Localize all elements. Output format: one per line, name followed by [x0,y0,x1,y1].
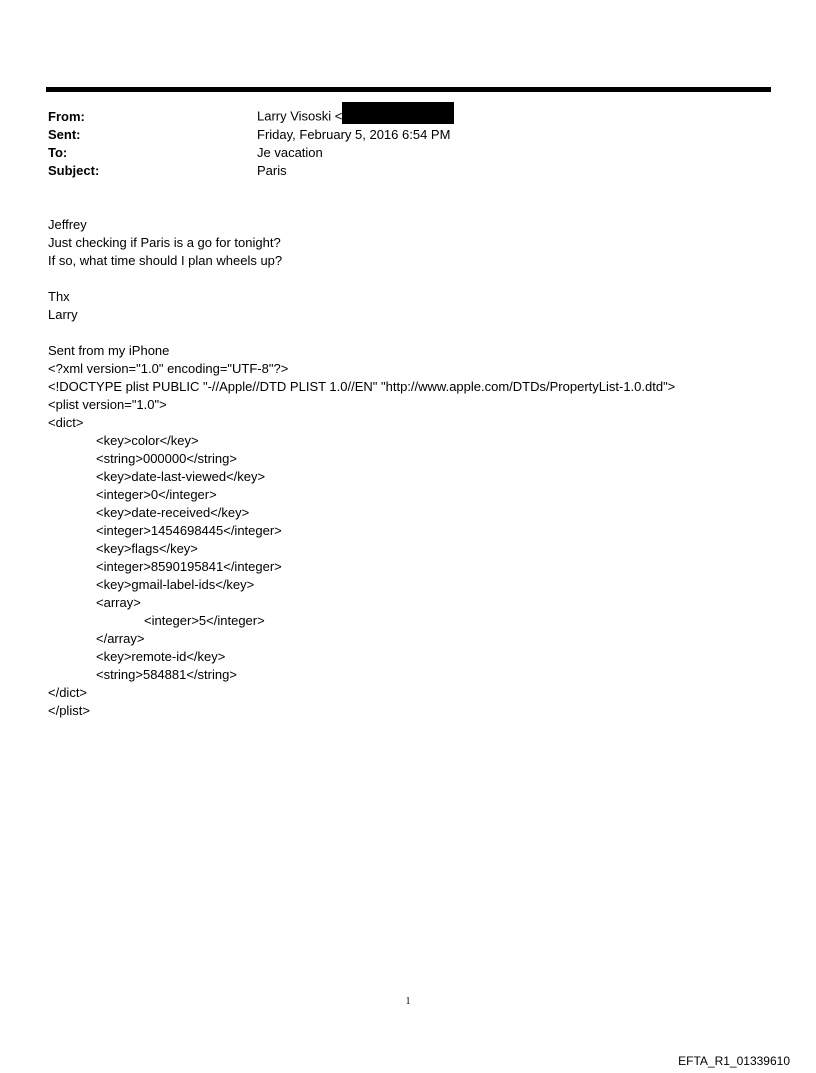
plist-line: <integer>1454698445</integer> [96,523,282,538]
signature: Sent from my iPhone [48,343,170,358]
plist-line: <plist version="1.0"> [48,397,167,412]
from-name: Larry Visoski < [257,108,343,124]
page-number: 1 [405,996,411,1007]
to-value: Je vacation [257,145,323,160]
signoff-name: Larry [48,307,78,322]
from-value [257,106,454,128]
greeting: Jeffrey [48,217,87,232]
plist-line: </array> [96,631,145,646]
body-line: If so, what time should I plan wheels up? [48,253,283,268]
plist-line: <key>gmail-label-ids</key> [96,577,255,592]
sent-row [48,126,454,144]
email-body [48,216,675,720]
plist-line: <dict> [48,415,84,430]
plist-line: <key>color</key> [96,433,199,448]
plist-block [48,360,675,720]
subject-value: Paris [257,163,287,178]
plist-line: </dict> [48,685,88,700]
plist-line: <key>date-last-viewed</key> [96,469,266,484]
to-row [48,144,454,162]
plist-line: <integer>5</integer> [144,613,265,628]
plist-line: <?xml version="1.0" encoding="UTF-8"?> [48,361,289,376]
plist-line: </plist> [48,703,90,718]
plist-line: <key>flags</key> [96,541,198,556]
plist-line: <key>date-received</key> [96,505,250,520]
plist-line: <array> [96,595,141,610]
signoff: Thx [48,289,70,304]
from-label: From: [48,109,85,124]
body-line: Just checking if Paris is a go for tonight? [48,235,281,250]
plist-line: <integer>8590195841</integer> [96,559,282,574]
subject-label: Subject: [48,163,100,178]
sent-label: Sent: [48,127,81,142]
email-header [48,108,454,180]
document-id: EFTA_R1_01339610 [678,1054,790,1068]
plist-line: <string>584881</string> [96,667,237,682]
blank-line [48,324,675,342]
subject-row [48,162,454,180]
sent-value: Friday, February 5, 2016 6:54 PM [257,127,451,142]
from-row [48,108,454,126]
plist-line: <integer>0</integer> [96,487,217,502]
plist-line: <!DOCTYPE plist PUBLIC "-//Apple//DTD PLIST 1.0//EN" "http://www.apple.com/DTDs/PropertyList-1.0.dtd"> [48,379,676,394]
header-divider [46,87,771,92]
to-label: To: [48,145,68,160]
plist-line: <key>remote-id</key> [96,649,226,664]
plist-line: <string>000000</string> [96,451,237,466]
blank-line [48,270,675,288]
redaction-box [342,102,454,124]
